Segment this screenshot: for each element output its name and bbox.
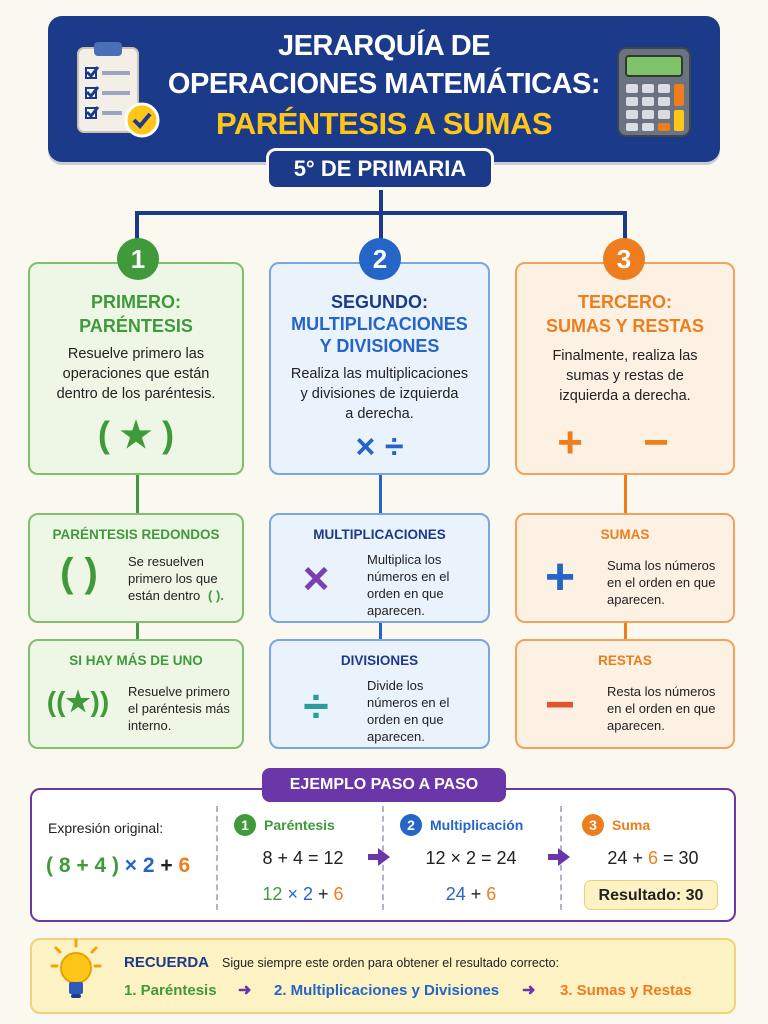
divider-1 xyxy=(216,806,218,910)
example-step-1-number: 1 xyxy=(234,814,256,836)
step-1-desc-2: operaciones que están xyxy=(62,366,210,382)
res-six: 6 xyxy=(486,884,497,904)
expr-parenthesis: ( 8 + 4 ) xyxy=(46,854,119,877)
example-step-3-number: 3 xyxy=(582,814,604,836)
example-step-1-equation: 8 + 4 = 12 xyxy=(262,848,344,868)
subcard-desc-3: aparecen. xyxy=(607,718,665,733)
step-2-title-3: Y DIVISIONES xyxy=(319,336,440,356)
connector-stem xyxy=(379,190,383,212)
subcard-title: DIVISIONES xyxy=(340,653,419,668)
arrow-stem-1 xyxy=(368,854,378,860)
connector-mid xyxy=(379,211,383,239)
reminder-item-2: 2. Multiplicaciones y Divisiones xyxy=(274,982,500,999)
link-green-1 xyxy=(136,474,139,514)
step-3-title-1: TERCERO: xyxy=(578,292,672,312)
subcard-desc-2: números en el xyxy=(367,695,450,710)
expr-plus: + xyxy=(160,854,173,877)
link-green-2 xyxy=(136,622,139,640)
multiply-icon: × xyxy=(302,552,330,604)
expr-six: 6 xyxy=(178,854,191,877)
multiply-divide-icon: × ÷ xyxy=(355,428,404,466)
step-3-desc-2: sumas y restas de xyxy=(566,368,684,384)
subcard-desc-4: aparecen. xyxy=(367,603,425,618)
example-step-3-equation xyxy=(578,848,728,869)
expr-multiply: × 2 xyxy=(124,854,155,877)
subcard-desc-3: orden en que xyxy=(367,712,444,727)
eq-24-plus: 24 + xyxy=(607,848,643,868)
subcard-desc-1: Multiplica los xyxy=(367,552,442,567)
reminder-box xyxy=(30,938,736,1014)
subcard-restas xyxy=(515,639,735,749)
example-step-2-result xyxy=(396,884,546,905)
parentheses-star-icon: ( ★ ) xyxy=(97,414,175,455)
step-2-title-1: SEGUNDO: xyxy=(330,292,428,312)
subcard-desc-2: en el orden en que xyxy=(607,701,716,716)
calculator-icon xyxy=(614,44,696,140)
subcard-desc-1: Resta los números xyxy=(607,684,716,699)
step-1-number: 1 xyxy=(117,238,159,280)
step-1-desc-3: dentro de los paréntesis. xyxy=(56,386,216,402)
subcard-mas-de-uno xyxy=(28,639,244,749)
res-plus: + xyxy=(318,884,329,904)
reminder-item-3: 3. Sumas y Restas xyxy=(560,982,692,999)
eq-six: 6 xyxy=(647,848,658,868)
subcard-sumas xyxy=(515,513,735,623)
example-step-2-number: 2 xyxy=(400,814,422,836)
reminder-title: RECUERDA xyxy=(124,954,210,971)
link-orange-1 xyxy=(624,474,627,514)
reminder-item-1: 1. Paréntesis xyxy=(124,982,217,999)
step-1-title-2: PARÉNTESIS xyxy=(79,316,193,336)
step-3-desc-1: Finalmente, realiza las xyxy=(552,348,698,364)
step-2-desc-1: Realiza las multiplicaciones xyxy=(290,366,469,382)
example-step-1-result xyxy=(230,884,376,905)
subcard-desc-3: aparecen. xyxy=(607,592,665,607)
arrow-right-icon: ➜ xyxy=(238,982,252,999)
res-plus: + xyxy=(470,884,482,904)
example-step-1-label: Paréntesis xyxy=(264,817,335,833)
connector-left xyxy=(135,211,139,239)
plus-icon: + xyxy=(544,548,576,606)
link-orange-2 xyxy=(624,622,627,640)
res-times-two: × 2 xyxy=(287,884,313,904)
divide-icon: ÷ xyxy=(303,680,329,732)
nested-parentheses-icon: ((★)) xyxy=(46,686,110,717)
step-1-desc-1: Resuelve primero las xyxy=(67,346,205,362)
link-blue-2 xyxy=(379,622,382,640)
subcard-parentesis-redondos xyxy=(28,513,244,623)
subcard-desc-1: Suma los números xyxy=(607,558,716,573)
example-step-2-equation: 12 × 2 = 24 xyxy=(425,848,517,868)
minus-icon: − xyxy=(544,676,576,734)
title-line-2: OPERACIONES MATEMÁTICAS: xyxy=(167,68,601,100)
res-twentyfour: 24 xyxy=(445,884,466,904)
subcard-desc-4: aparecen. xyxy=(367,729,425,744)
step-2-title-2: MULTIPLICACIONES xyxy=(291,314,468,334)
subcard-title: RESTAS xyxy=(598,653,652,668)
step-3-number: 3 xyxy=(603,238,645,280)
subcard-desc-1: Divide los xyxy=(367,678,424,693)
lightbulb-icon xyxy=(50,938,102,1002)
step-2-card xyxy=(269,262,490,475)
arrow-right-icon xyxy=(558,848,570,866)
arrow-stem-2 xyxy=(548,854,558,860)
step-2-desc-2: y divisiones de izquierda xyxy=(300,386,459,402)
res-six: 6 xyxy=(333,884,344,904)
subcard-title: SUMAS xyxy=(600,527,650,542)
subcard-title: SI HAY MÁS DE UNO xyxy=(69,653,203,668)
plus-minus-icon: + − xyxy=(557,418,693,467)
arrow-right-icon: ➜ xyxy=(522,982,536,999)
step-3-desc-3: izquierda a derecha. xyxy=(559,388,691,404)
subcard-desc-extra: ( ). xyxy=(208,588,224,603)
example-step-2-label: Multiplicación xyxy=(430,817,524,833)
step-3-card xyxy=(515,262,735,475)
subcard-desc-2: en el orden en que xyxy=(607,575,716,590)
example-banner: EJEMPLO PASO A PASO xyxy=(262,768,506,802)
subcard-desc-3: orden en que xyxy=(367,586,444,601)
clipboard-checklist-icon xyxy=(72,38,164,142)
reminder-text: Sigue siempre este orden para obtener el resultado correcto: xyxy=(222,956,559,970)
subcard-title: PARÉNTESIS REDONDOS xyxy=(52,527,220,542)
step-2-number: 2 xyxy=(359,238,401,280)
step-3-title-2: SUMAS Y RESTAS xyxy=(545,316,705,336)
grade-badge: 5° DE PRIMARIA xyxy=(266,148,494,190)
step-1-card xyxy=(28,262,244,475)
subcard-desc-2: números en el xyxy=(367,569,450,584)
arrow-right-icon xyxy=(378,848,390,866)
step-1-title-1: PRIMERO: xyxy=(91,292,181,312)
original-expression-label: Expresión original: xyxy=(48,820,164,836)
subcard-title: MULTIPLICACIONES xyxy=(313,527,446,542)
link-blue-1 xyxy=(379,474,382,514)
subcard-divisiones xyxy=(269,639,490,749)
title-line-1: JERARQUÍA DE xyxy=(277,30,491,62)
subcard-multiplicaciones xyxy=(269,513,490,623)
result-badge: Resultado: 30 xyxy=(584,880,718,910)
eq-equals-30: = 30 xyxy=(663,848,699,868)
subcard-desc-2: el paréntesis más xyxy=(128,701,230,716)
original-expression xyxy=(46,854,190,878)
connector-right xyxy=(623,211,627,239)
title-line-3: PARÉNTESIS A SUMAS xyxy=(215,106,553,141)
step-2-desc-3: a derecha. xyxy=(345,406,414,422)
example-step-3-label: Suma xyxy=(612,817,651,833)
subcard-desc-1: Se resuelven xyxy=(128,554,204,569)
subcard-desc-1: Resuelve primero xyxy=(128,684,230,699)
subcard-desc-3: interno. xyxy=(128,718,172,733)
subcard-desc-3: están dentro xyxy=(128,588,201,603)
subcard-desc-2: primero los que xyxy=(128,571,218,586)
res-twelve: 12 xyxy=(262,884,283,904)
parentheses-icon: ( ) xyxy=(60,551,98,595)
